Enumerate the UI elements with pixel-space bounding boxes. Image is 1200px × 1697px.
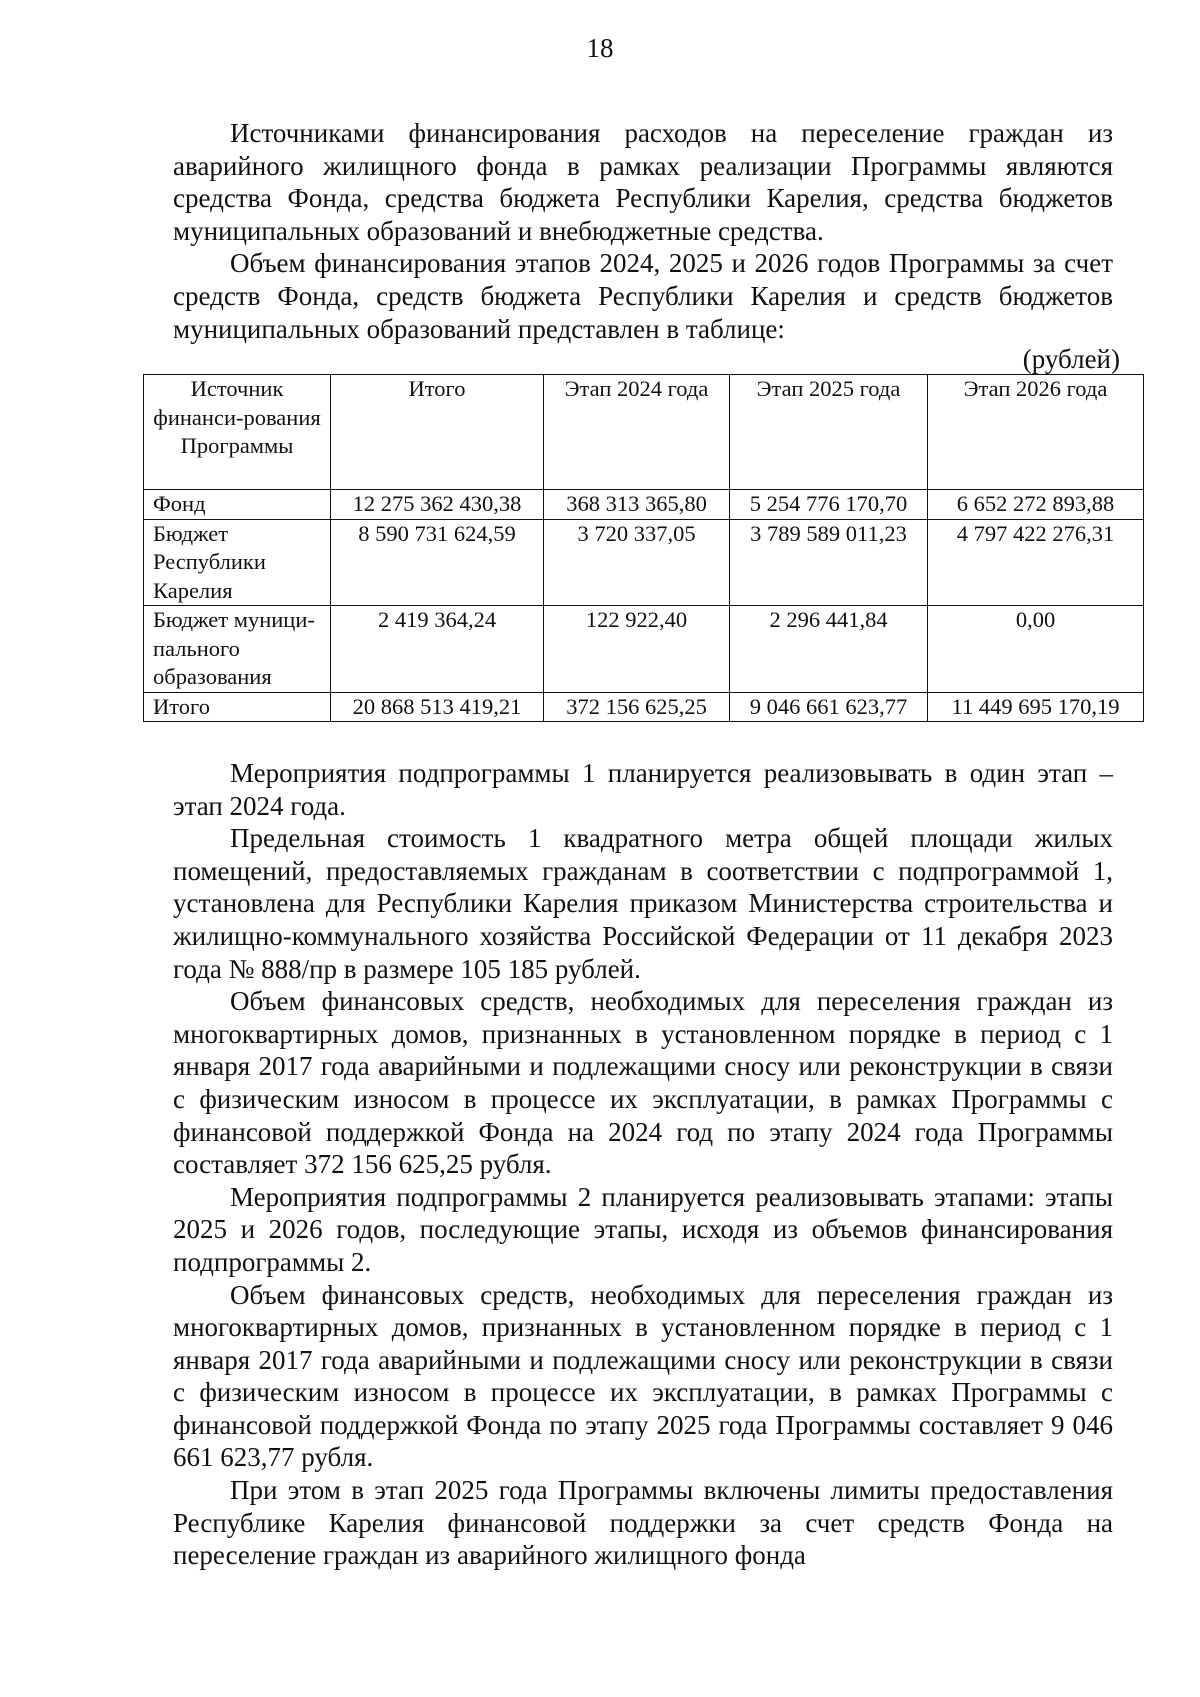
header-total: Итого xyxy=(331,375,544,490)
cell-2026: 11 449 695 170,19 xyxy=(928,692,1144,722)
paragraph-volume-2025: Объем финансовых средств, необходимых для переселения граждан из многоквартирных домов, признанных в установленном порядке в период с 1 января 2017 года аварийными и подлежащими сносу или реконструкции в связи с физическим износом в процессе их эксплуатации, в рамках Программы с финансовой поддержкой Фонда по этапу 2025 года Программы составляет 9 046 661 623,77 рубля. xyxy=(173,1279,1113,1473)
cell-2025: 9 046 661 623,77 xyxy=(730,692,928,722)
body-text xyxy=(173,757,1113,1572)
cell-total: 2 419 364,24 xyxy=(331,606,544,693)
row-source-label: Итого xyxy=(144,692,331,722)
cell-2024: 368 313 365,80 xyxy=(544,490,730,520)
paragraph-funding-sources: Источниками финансирования расходов на переселение граждан из аварийного жилищного фонда в рамках реализации Программы являются средства Фонда, средства бюджета Республики Карелия, средства бюджетов муниципальных образований и внебюджетные средства. xyxy=(173,118,1113,246)
cell-2025: 3 789 589 011,23 xyxy=(730,519,928,606)
cell-total: 12 275 362 430,38 xyxy=(331,490,544,520)
cell-2026: 0,00 xyxy=(928,606,1144,693)
header-stage-2024: Этап 2024 года xyxy=(544,375,730,490)
cell-2025: 5 254 776 170,70 xyxy=(730,490,928,520)
cell-total: 8 590 731 624,59 xyxy=(331,519,544,606)
paragraph-subprogram1-stage: Мероприятия подпрограммы 1 планируется реализовывать в один этап – этап 2024 года. xyxy=(173,758,1113,821)
cell-2026: 6 652 272 893,88 xyxy=(928,490,1144,520)
paragraph-funding-volume: Объем финансирования этапов 2024, 2025 и 2026 годов Программы за счет средств Фонда, средств бюджета Республики Карелия и средств бюджетов муниципальных образований представлен в таблице: xyxy=(173,248,1113,344)
table-header-row xyxy=(144,375,1144,490)
table-row-total xyxy=(144,692,1144,722)
cell-2024: 122 922,40 xyxy=(544,606,730,693)
table-row xyxy=(144,606,1144,693)
paragraph-limits-2025: При этом в этап 2025 года Программы включены лимиты предоставления Республике Карелия финансовой поддержки за счет средств Фонда на переселение граждан из аварийного жилищного фонда xyxy=(173,1475,1113,1571)
paragraph-price-per-sqm: Предельная стоимость 1 квадратного метра общей площади жилых помещений, предоставляемых гражданам в соответствии с подпрограммой 1, установлена для Республики Карелия приказом Министерства строительства и жилищно-коммунального хозяйства Российской Федерации от 11 декабря 2023 года № 888/пр в размере 105 185 рублей. xyxy=(173,823,1113,984)
header-stage-2026: Этап 2026 года xyxy=(928,375,1144,490)
financing-table xyxy=(143,374,1144,722)
cell-2024: 3 720 337,05 xyxy=(544,519,730,606)
row-source-label: Бюджет муници-пального образования xyxy=(144,606,331,693)
paragraph-subprogram2-stages: Мероприятия подпрограммы 2 планируется реализовывать этапами: этапы 2025 и 2026 годов, последующие этапы, исходя из объемов финансирования подпрограммы 2. xyxy=(173,1181,1113,1277)
intro-text xyxy=(173,117,1113,345)
header-stage-2025: Этап 2025 года xyxy=(730,375,928,490)
header-source: Источник финанси-рования Программы xyxy=(144,375,331,490)
cell-total: 20 868 513 419,21 xyxy=(331,692,544,722)
cell-2026: 4 797 422 276,31 xyxy=(928,519,1144,606)
paragraph-volume-2024: Объем финансовых средств, необходимых для переселения граждан из многоквартирных домов, признанных в установленном порядке в период с 1 января 2017 года аварийными и подлежащими сносу или реконструкции в связи с физическим износом в процессе их эксплуатации, в рамках Программы с финансовой поддержкой Фонда на 2024 год по этапу 2024 года Программы составляет 372 156 625,25 рубля. xyxy=(173,986,1113,1180)
table-units-label: (рублей) xyxy=(1022,344,1120,374)
page-number: 18 xyxy=(586,33,614,63)
cell-2024: 372 156 625,25 xyxy=(544,692,730,722)
cell-2025: 2 296 441,84 xyxy=(730,606,928,693)
table-row xyxy=(144,519,1144,606)
row-source-label: Фонд xyxy=(144,490,331,520)
table-row xyxy=(144,490,1144,520)
row-source-label: Бюджет Республики Карелия xyxy=(144,519,331,606)
